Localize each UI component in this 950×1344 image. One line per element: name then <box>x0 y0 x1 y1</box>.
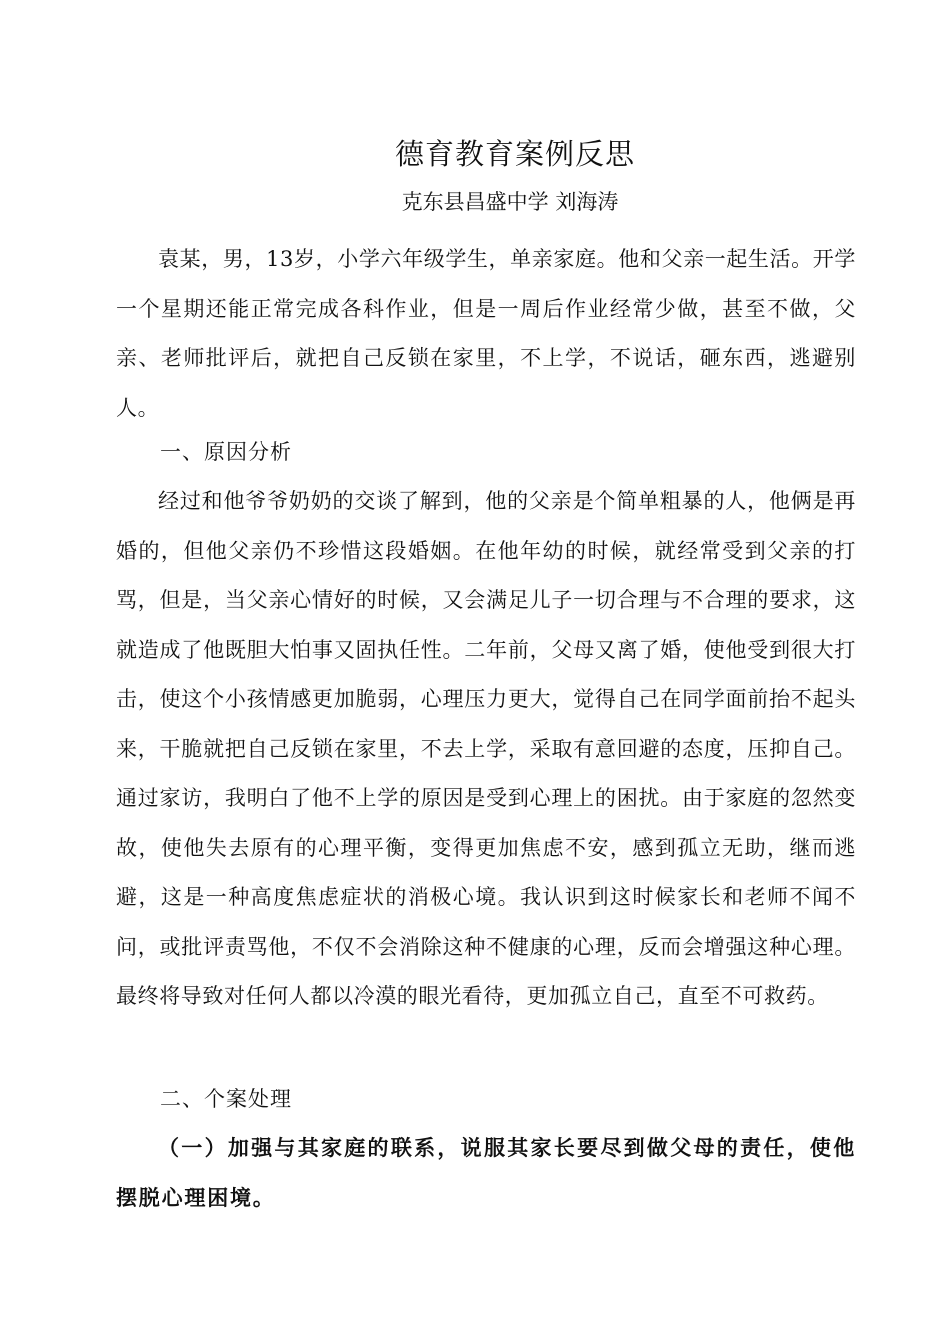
section-heading-cause-analysis: 一、原因分析 <box>160 440 292 464</box>
document-author: 克东县昌盛中学 刘海涛 <box>401 190 619 214</box>
section-heading-case-handling: 二、个案处理 <box>160 1087 292 1111</box>
document-title: 德育教育案例反思 <box>394 137 635 171</box>
paragraph-case-description: 袁某，男，13岁，小学六年级学生，单亲家庭。他和父亲一起生活。开学一个星期还能正常完成各科作业，但是一周后作业经常少做，甚至不做，父亲、老师批评后，就把自己反锁在家里，不上学，不说话，砸东西，逃避别人。 <box>116 247 856 420</box>
paragraph-cause-analysis: 经过和他爷爷奶奶的交谈了解到，他的父亲是个简单粗暴的人，他俩是再婚的，但他父亲仍不珍惜这段婚姻。在他年幼的时候，就经常受到父亲的打骂，但是，当父亲心情好的时候，又会满足儿子一切合理与不合理的要求，这就造成了他既胆大怕事又固执任性。二年前，父母又离了婚，使他受到很大打击，使这个小孩情感更加脆弱，心理压力更大，觉得自己在同学面前抬不起头来，干脆就把自己反锁在家里，不去上学，采取有意回避的态度，压抑自己。通过家访，我明白了他不上学的原因是受到心理上的困扰。由于家庭的忽然变故，使他失去原有的心理平衡，变得更加焦虑不安，感到孤立无助，继而逃避，这是一种高度焦虑症状的消极心境。我认识到这时候家长和老师不闻不问，或批评责骂他，不仅不会消除这种不健康的心理，反而会增强这种心理。最终将导致对任何人都以冷漠的眼光看待，更加孤立自己，直至不可救药。 <box>116 489 856 1008</box>
sub-heading-family-contact: （一）加强与其家庭的联系，说服其家长要尽到做父母的责任，使他摆脱心理困境。 <box>116 1136 856 1210</box>
